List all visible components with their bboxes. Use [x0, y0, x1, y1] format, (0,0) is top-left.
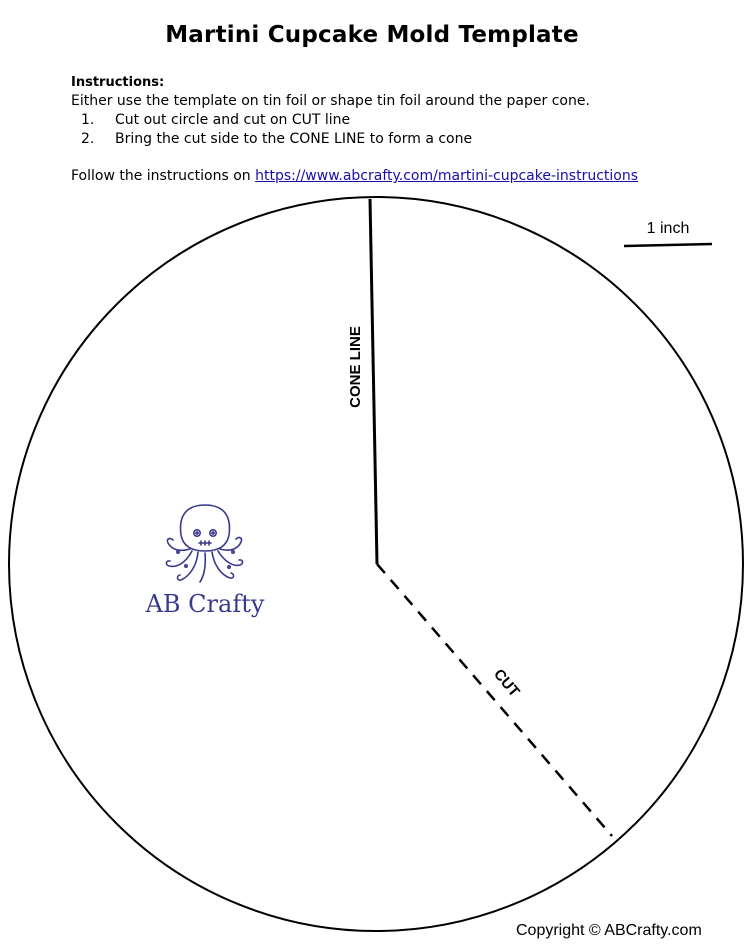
instructions-intro: Either use the template on tin foil or shape tin foil around the paper cone.: [71, 93, 590, 109]
page-title: Martini Cupcake Mold Template: [165, 22, 579, 48]
step-number: 2.: [81, 131, 95, 147]
logo-text: AB Crafty: [145, 590, 265, 618]
instructions-heading: Instructions:: [71, 75, 165, 90]
cut-label: CUT: [490, 665, 523, 701]
follow-prefix: Follow the instructions on: [71, 168, 256, 184]
cone-line: [370, 199, 377, 564]
logo: [145, 505, 265, 618]
cone-line-label: CONE LINE: [347, 326, 364, 408]
octopus-icon: [166, 505, 242, 582]
step-text: Bring the cut side to the CONE LINE to form a cone: [115, 131, 473, 147]
copyright-text: Copyright © ABCrafty.com: [516, 922, 702, 939]
scale-bar: [624, 244, 712, 246]
cut-line: [377, 564, 612, 836]
instructions-link[interactable]: https://www.abcrafty.com/martini-cupcake-instructions: [255, 168, 639, 184]
scale-label: 1 inch: [646, 220, 690, 237]
step-text: Cut out circle and cut on CUT line: [115, 112, 351, 128]
step-number: 1.: [81, 112, 95, 128]
